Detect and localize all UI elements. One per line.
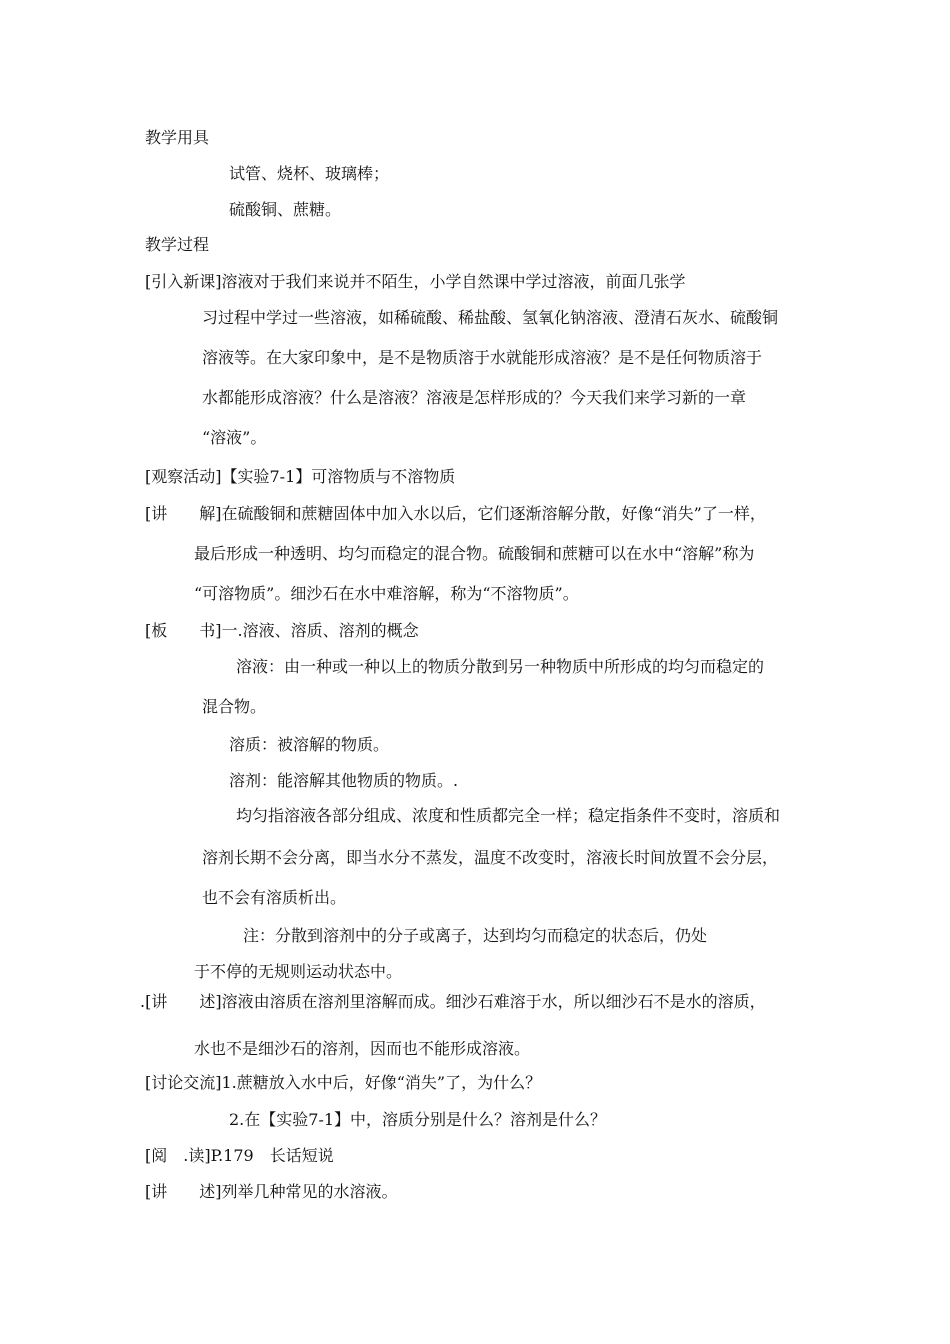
note-line-1: 注：分散到溶剂中的分子或离子，达到均匀而稳定的状态后，仍处 (243, 926, 708, 945)
heading-teaching-process: 教学过程 (145, 235, 210, 254)
explain-line-3: “可溶物质”。细沙石在水中难溶解，称为“不溶物质”。 (194, 584, 579, 603)
discussion-q1: [讨论交流]1.蔗糖放入水中后，好像“消失”了，为什么？ (145, 1073, 542, 1092)
observe-activity: [观察活动]【实验7-1】可溶物质与不溶物质 (145, 467, 456, 486)
intro-line-2: 习过程中学过一些溶液，如稀硫酸、稀盐酸、氢氧化钠溶液、澄清石灰水、硫酸铜 (202, 308, 779, 327)
definition-solution-2: 混合物。 (202, 697, 267, 716)
uniform-line-3: 也不会有溶质析出。 (202, 888, 347, 907)
definition-solute: 溶质：被溶解的物质。 (229, 735, 390, 754)
intro-line-5: “溶液”。 (202, 428, 267, 447)
uniform-line-1: 均匀指溶液各部分组成、浓度和性质都完全一样；稳定指条件不变时，溶质和 (236, 806, 781, 825)
definition-solvent: 溶剂：能溶解其他物质的物质。. (229, 771, 459, 790)
explain-line-2: 最后形成一种透明、均匀而稳定的混合物。硫酸铜和蔗糖可以在水中“溶解”称为 (194, 544, 755, 563)
tools-line-1: 试管、烧杯、玻璃棒； (229, 164, 390, 183)
narrate-last: [讲 述]列举几种常见的水溶液。 (145, 1182, 398, 1201)
narrate-line-1: .[讲 述]溶液由溶质在溶剂里溶解而成。细沙石难溶于水，所以细沙石不是水的溶质， (140, 992, 766, 1011)
discussion-q2: 2.在【实验7-1】中，溶质分别是什么？溶剂是什么？ (229, 1110, 607, 1129)
heading-teaching-tools: 教学用具 (145, 128, 210, 147)
intro-line-3: 溶液等。在大家印象中，是不是物质溶于水就能形成溶液？是不是任何物质溶于 (202, 348, 763, 367)
reading-line: [阅 .读]P.179 长话短说 (145, 1146, 334, 1165)
note-line-2: 于不停的无规则运动状态中。 (194, 962, 403, 981)
explain-line-1: [讲 解]在硫酸铜和蔗糖固体中加入水以后，它们逐渐溶解分散，好像“消失”了一样， (145, 504, 766, 523)
uniform-line-2: 溶剂长期不会分离，即当水分不蒸发，温度不改变时，溶液长时间放置不会分层， (202, 848, 779, 867)
tools-line-2: 硫酸铜、蔗糖。 (229, 200, 342, 219)
board-writing: [板 书]一.溶液、溶质、溶剂的概念 (145, 621, 419, 640)
narrate-line-2: 水也不是细沙石的溶剂，因而也不能形成溶液。 (194, 1039, 531, 1058)
intro-line-4: 水都能形成溶液？什么是溶液？溶液是怎样形成的？今天我们来学习新的一章 (202, 388, 747, 407)
intro-line-1: [引入新课]溶液对于我们来说并不陌生，小学自然课中学过溶液，前面几张学 (145, 272, 686, 291)
definition-solution-1: 溶液：由一种或一种以上的物质分散到另一种物质中所形成的均匀而稳定的 (236, 657, 765, 676)
